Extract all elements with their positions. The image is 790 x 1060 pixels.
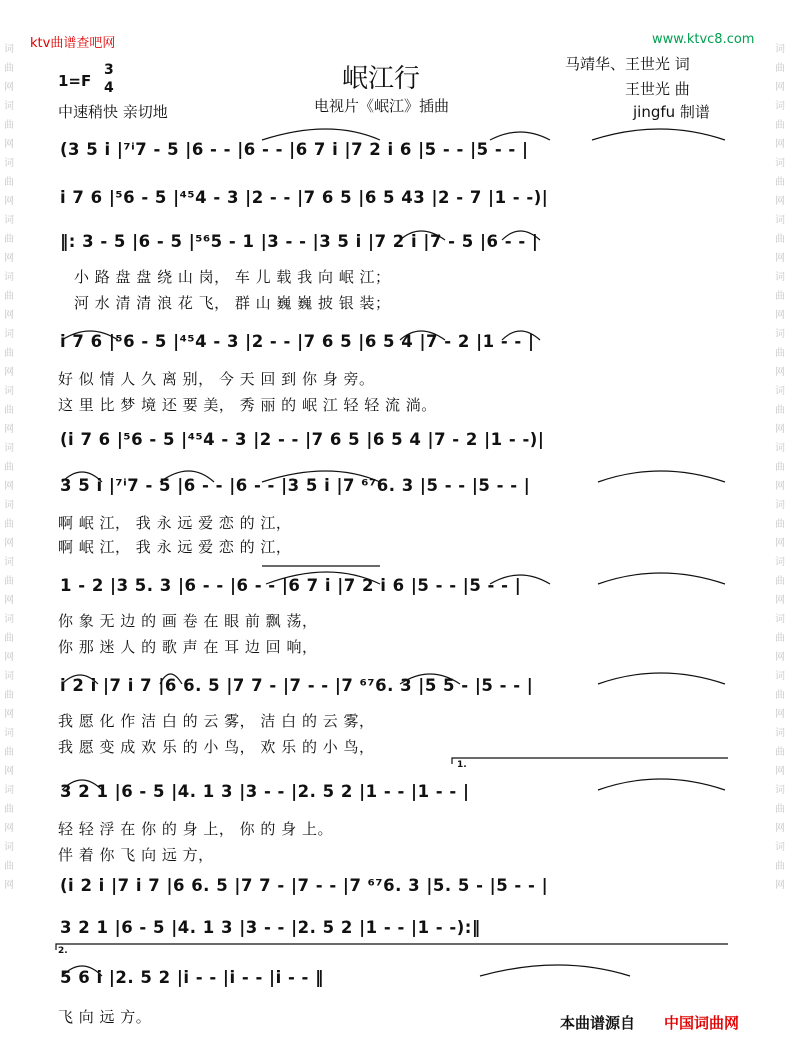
tempo-marking: 中速稍快 亲切地 [58, 103, 168, 121]
volta-2-label: 2. [58, 946, 68, 956]
lyric-row-9a: 轻 轻 浮 在 你 的 身 上， 你 的 身 上。 [58, 820, 333, 838]
notation-row-5: (i 7 6 |⁵6 - 5 |⁴⁵4 - 3 |2 - - |7 6 5 |6 5 4 |7 - 2 |1 - -)| [60, 430, 545, 449]
notation-row-9: 3 2 1 |6 - 5 |4. 1 3 |3 - - |2. 5 2 |1 - - |1 - - | [60, 782, 470, 801]
notation-row-3: ‖: 3 - 5 |6 - 5 |⁵⁶5 - 1 |3 - - |3 5 i |7 2 i |7 - 5 |6 - - | [60, 232, 539, 251]
volta-1-label: 1. [457, 760, 467, 770]
source-site-link[interactable]: 中国词曲网 [664, 1014, 740, 1032]
arranger-credit: jingfu 制谱 [633, 103, 710, 121]
lyric-row-12: 飞 向 远 方。 [58, 1008, 152, 1026]
lyric-row-7a: 你 象 无 边 的 画 卷 在 眼 前 飘 荡， [58, 612, 318, 630]
notation-row-10: (i 2 i |7 i 7 |6 6. 5 |7 7 - |7 - - |7 ⁶⁷6. 3 |5. 5 - |5 - - | [60, 876, 549, 895]
notation-row-7: 1 - 2 |3 5. 3 |6 - - |6 - - |6 7 i |7 2 i 6 |5 - - |5 - - | [60, 576, 522, 595]
notation-row-4: i 7 6 |⁵6 - 5 |⁴⁵4 - 3 |2 - - |7 6 5 |6 5 4 |7 - 2 |1 - - | [60, 332, 535, 351]
subtitle: 电视片《岷江》插曲 [314, 97, 450, 115]
lyric-row-9b: 伴 着 你 飞 向 远 方， [58, 846, 214, 864]
notation-row-1: (3 5 i |⁷ⁱ7 - 5 |6 - - |6 - - |6 7 i |7 2 i 6 |5 - - |5 - - | [60, 140, 529, 159]
watermark-left: 词曲网词曲网词曲网词曲网词曲网词曲网词曲网词曲网词曲网词曲网词曲网词曲网词曲网词曲网词曲网 [4, 44, 14, 891]
lyric-row-3b: 河 水 清 清 浪 花 飞， 群 山 巍 巍 披 银 装； [74, 294, 391, 312]
source-label: 本曲谱源自 [560, 1014, 636, 1032]
lyric-row-8b: 我 愿 变 成 欢 乐 的 小 鸟， 欢 乐 的 小 鸟， [58, 738, 375, 756]
notation-row-6: 3 5 i |⁷ⁱ7 - 5 |6 - - |6 - - |3 5 i |7 ⁶⁷6. 3 |5 - - |5 - - | [60, 476, 531, 495]
site-url-right[interactable]: www.ktvc8.com [652, 32, 755, 47]
notation-row-2: i 7 6 |⁵6 - 5 |⁴⁵4 - 3 |2 - - |7 6 5 |6 5 43 |2 - 7 |1 - -)| [60, 188, 549, 207]
lyric-row-3a: 小 路 盘 盘 绕 山 岗， 车 儿 载 我 向 岷 江； [74, 268, 391, 286]
time-signature-bottom: 4 [104, 80, 114, 96]
lyric-row-7b: 你 那 迷 人 的 歌 声 在 耳 边 回 响， [58, 638, 318, 656]
notation-row-8: i 2 i |7 i 7 |6 6. 5 |7 7 - |7 - - |7 ⁶⁷6. 3 |5 5 - |5 - - | [60, 676, 534, 695]
lyric-row-6b: 啊 岷 江， 我 永 远 爱 恋 的 江， [58, 538, 292, 556]
notation-row-11: 3 2 1 |6 - 5 |4. 1 3 |3 - - |2. 5 2 |1 - - |1 - -):‖ [60, 918, 481, 937]
key-signature: 1=F [58, 72, 92, 90]
time-signature-top: 3 [104, 62, 114, 78]
lyric-row-8a: 我 愿 化 作 洁 白 的 云 雾， 洁 白 的 云 雾， [58, 712, 375, 730]
site-logo-left[interactable]: ktv曲谱查吧网 [30, 36, 116, 51]
notation-row-12: 5 6 i |2. 5 2 |i - - |i - - |i - - ‖ [60, 968, 324, 987]
lyric-row-4b: 这 里 比 梦 境 还 要 美， 秀 丽 的 岷 江 轻 轻 流 淌。 [58, 396, 437, 414]
composer-credit: 王世光 曲 [625, 80, 690, 98]
song-title: 岷江行 [342, 64, 421, 94]
lyricist-credit: 马靖华、王世光 词 [565, 55, 690, 73]
lyric-row-6a: 啊 岷 江， 我 永 远 爱 恋 的 江， [58, 514, 292, 532]
watermark-right: 词曲网词曲网词曲网词曲网词曲网词曲网词曲网词曲网词曲网词曲网词曲网词曲网词曲网词曲网词曲网 [775, 44, 785, 891]
lyric-row-4a: 好 似 情 人 久 离 别， 今 天 回 到 你 身 旁。 [58, 370, 375, 388]
